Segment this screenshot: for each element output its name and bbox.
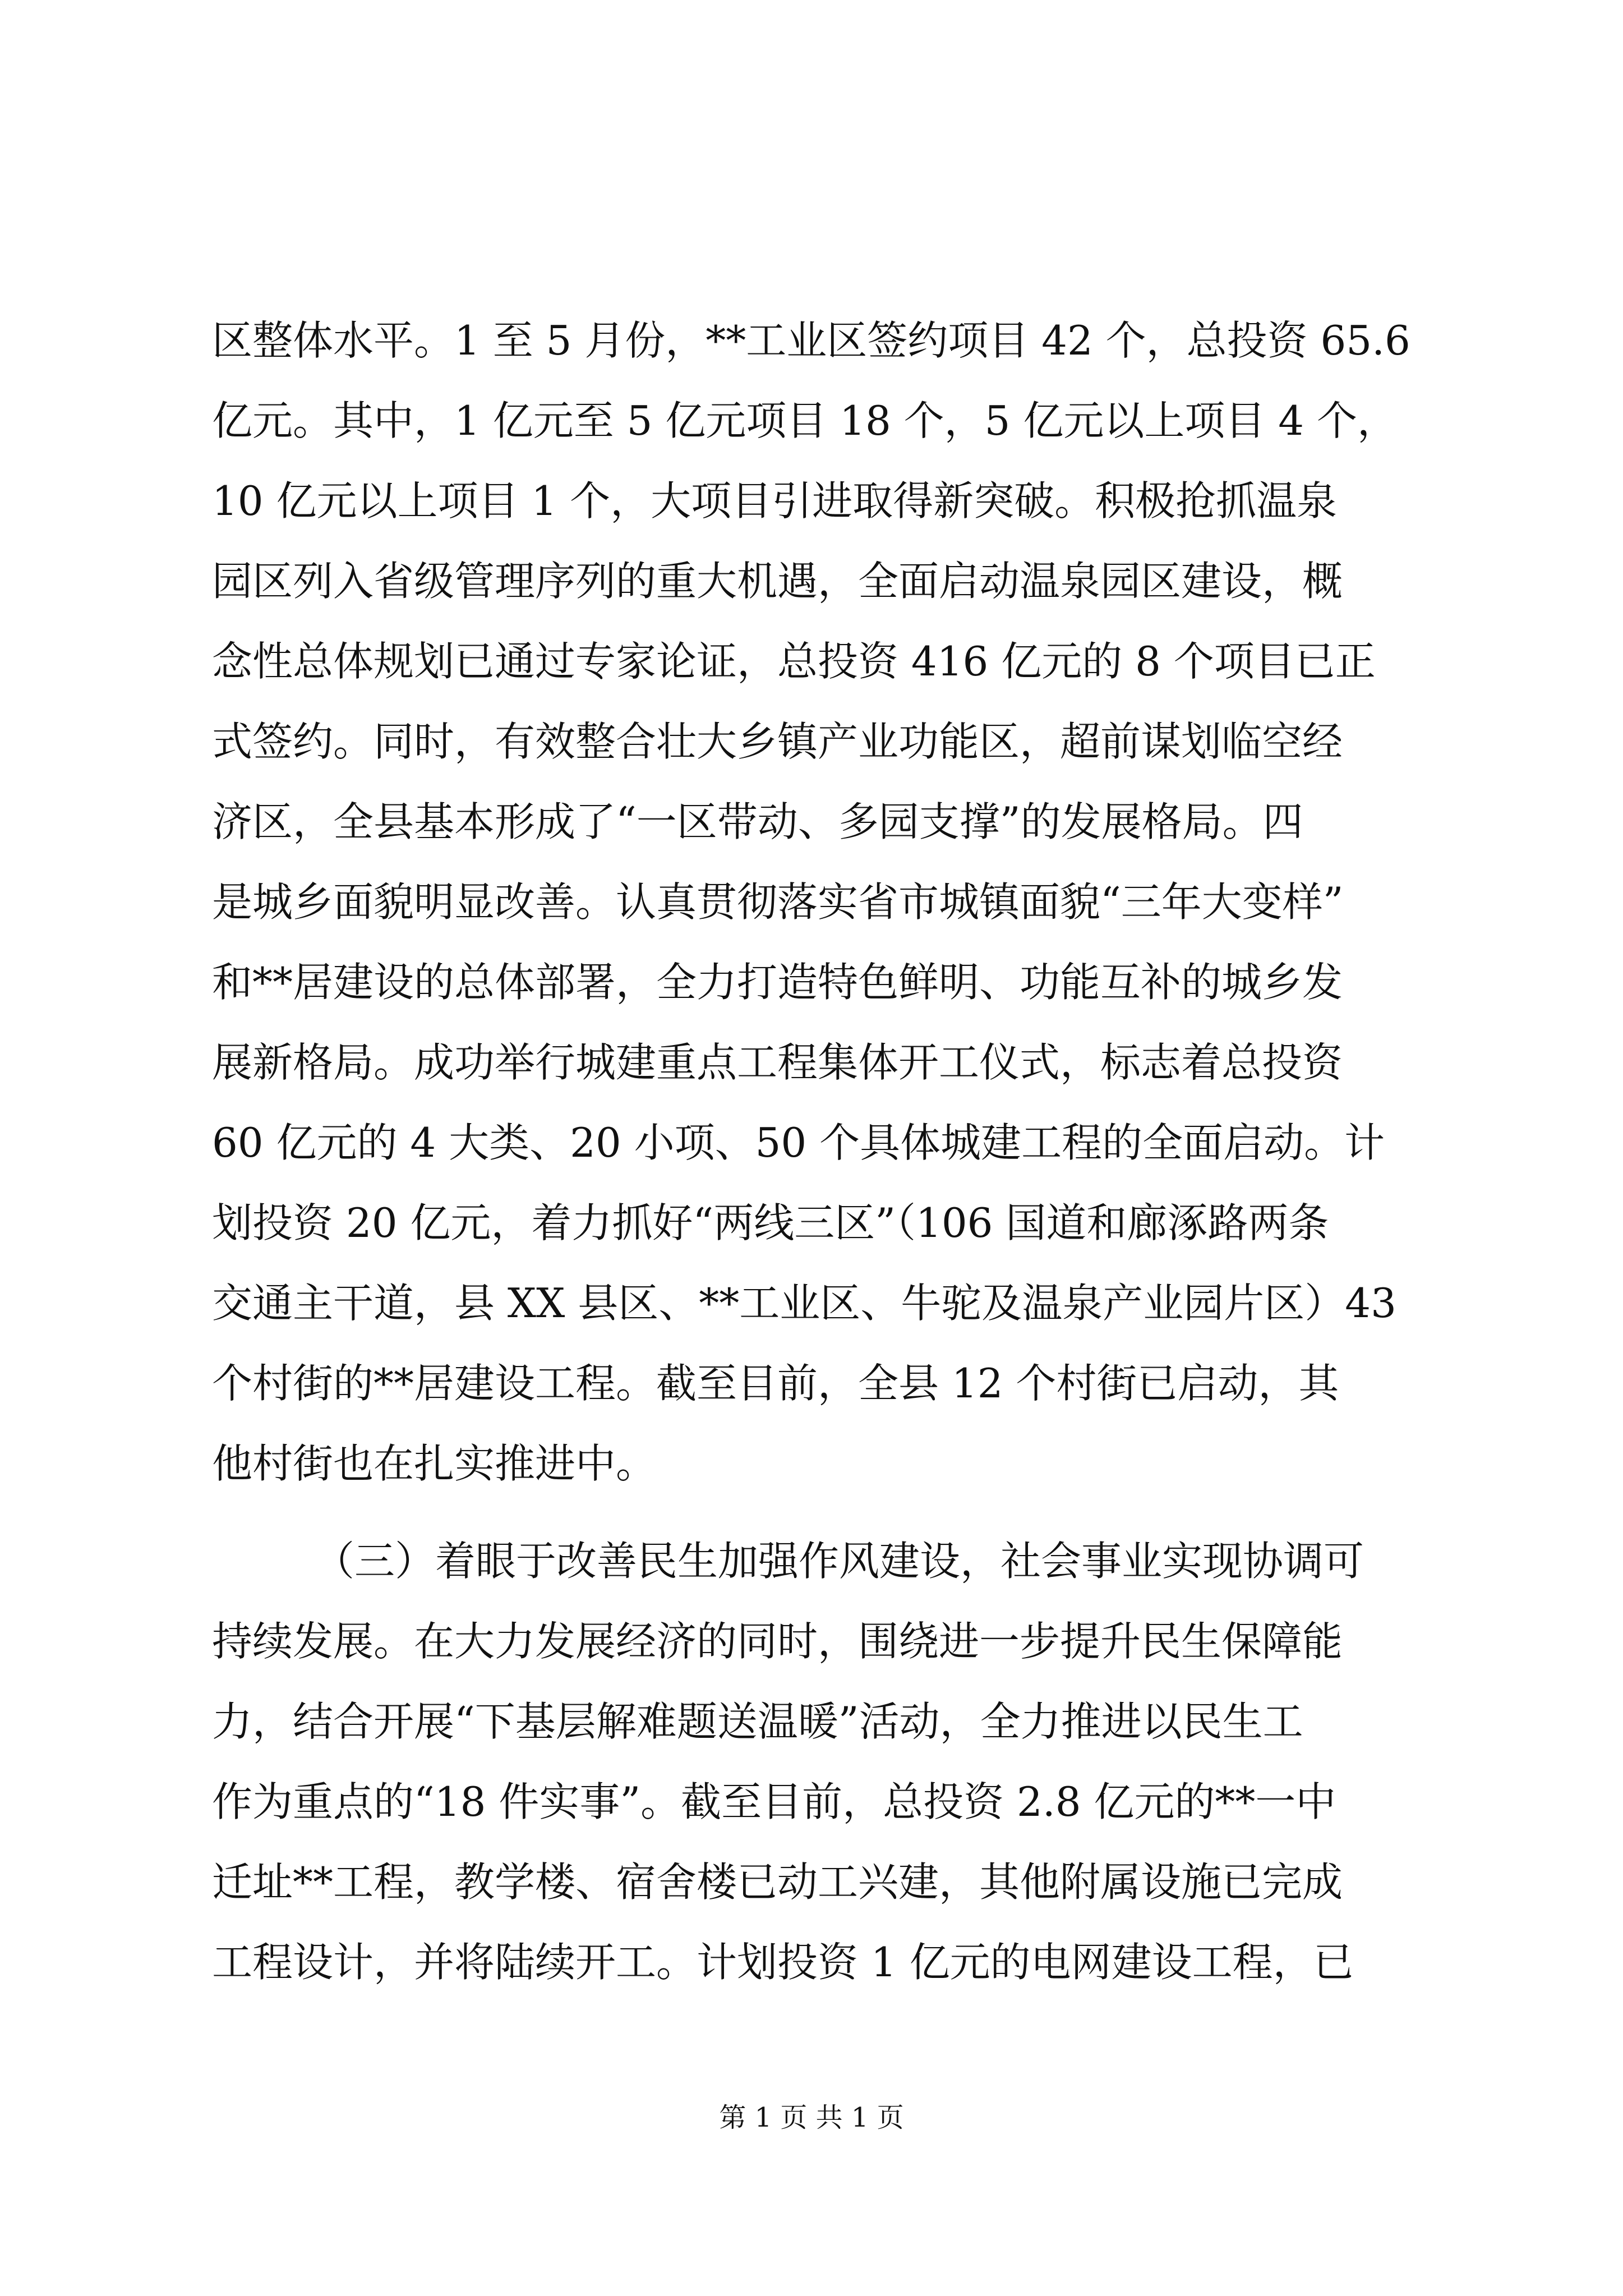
body-text-line: 区整体水平。1 至 5 月份，**工业区签约项目 42 个，总投资 65.6 (212, 317, 1410, 364)
body-text-line: 念性总体规划已通过专家论证，总投资 416 亿元的 8 个项目已正 (212, 638, 1376, 685)
body-text-line: 作为重点的“18 件实事”。截至目前，总投资 2.8 亿元的**一中 (212, 1778, 1336, 1825)
body-text-line: 工程设计，并将陆续开工。计划投资 1 亿元的电网建设工程，已 (212, 1939, 1354, 1986)
body-text-line: 是城乡面貌明显改善。认真贯彻落实省市城镇面貌“三年大变样” (212, 878, 1344, 926)
body-text-line: 划投资 20 亿元，着力抓好“两线三区”（106 国道和廊涿路两条 (212, 1199, 1329, 1246)
body-text-line: 交通主干道，县 XX 县区、**工业区、牛驼及温泉产业园片区）43 (212, 1280, 1396, 1327)
body-text-line: 式签约。同时，有效整合壮大乡镇产业功能区，超前谋划临空经 (212, 718, 1343, 765)
page-number-footer: 第 1 页 共 1 页 (719, 2102, 904, 2133)
body-text-line: 和**居建设的总体部署，全力打造特色鲜明、功能互补的城乡发 (212, 959, 1343, 1006)
body-text-line: 亿元。其中，1 亿元至 5 亿元项目 18 个，5 亿元以上项目 4 个， (212, 397, 1398, 444)
body-text-line: 持续发展。在大力发展经济的同时，围绕进一步提升民生保障能 (212, 1618, 1343, 1665)
body-text-line: 园区列入省级管理序列的重大机遇，全面启动温泉园区建设，概 (212, 558, 1343, 605)
body-text-line: 展新格局。成功举行城建重点工程集体开工仪式，标志着总投资 (212, 1039, 1343, 1086)
body-text-line: 10 亿元以上项目 1 个，大项目引进取得新突破。积极抢抓温泉 (212, 477, 1338, 524)
body-text-line: 个村街的**居建设工程。截至目前，全县 12 个村街已启动，其 (212, 1360, 1339, 1407)
body-text-line: 60 亿元的 4 大类、20 小项、50 个具体城建工程的全面启动。计 (212, 1119, 1385, 1166)
body-text-line: 力，结合开展“下基层解难题送温暖”活动，全力推进以民生工 (212, 1698, 1303, 1745)
paragraph-first-line: （三）着眼于改善民生加强作风建设，社会事业实现协调可 (314, 1538, 1364, 1585)
body-text-line: 他村街也在扎实推进中。 (212, 1440, 657, 1487)
body-text-line: 济区，全县基本形成了“一区带动、多园支撑”的发展格局。四 (212, 798, 1303, 845)
body-text-line: 迁址**工程，教学楼、宿舍楼已动工兴建，其他附属设施已完成 (212, 1858, 1343, 1906)
